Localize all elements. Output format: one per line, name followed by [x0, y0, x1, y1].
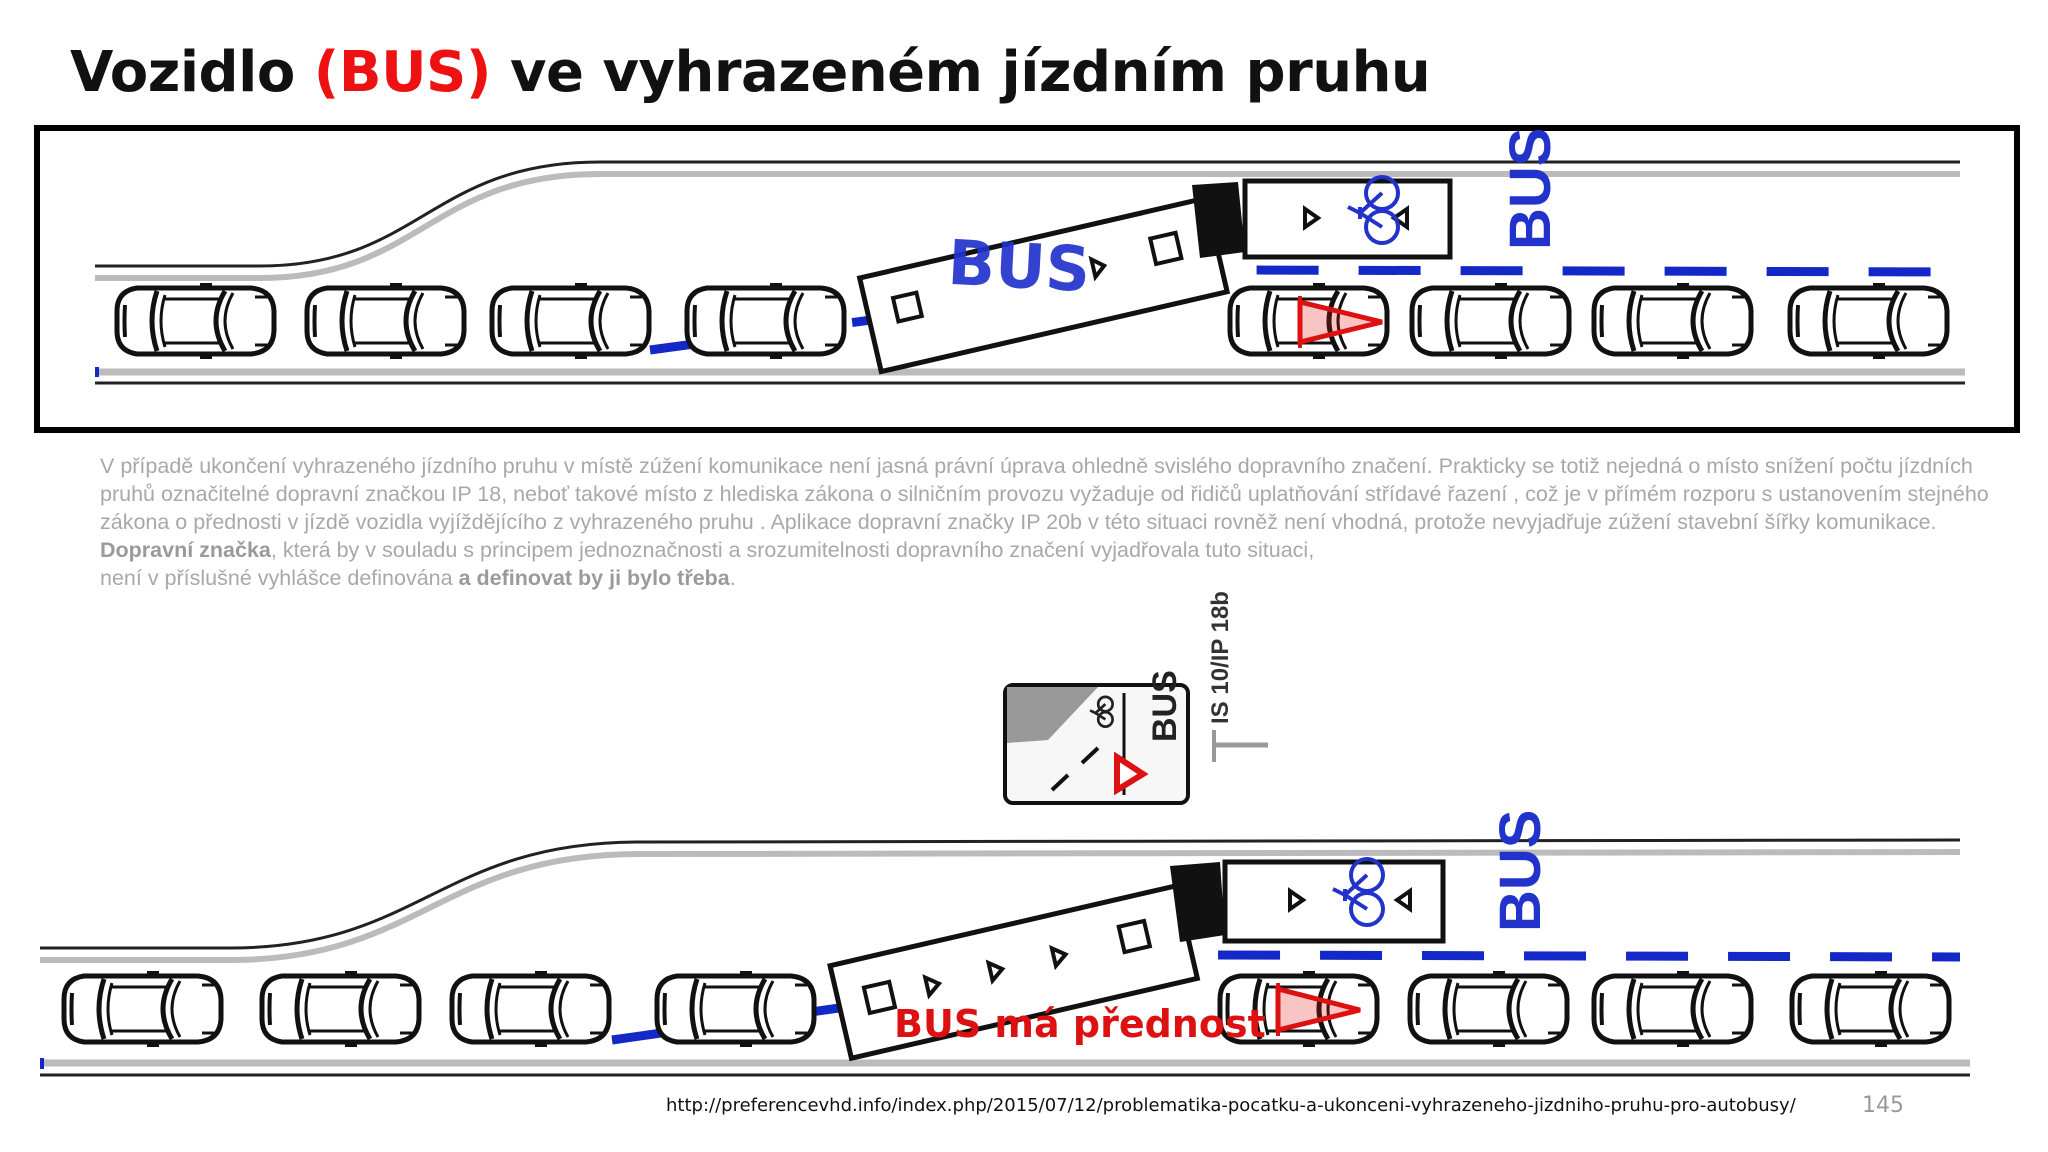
description-paragraph-2 [100, 536, 2020, 592]
title-paren-open: ( [313, 40, 339, 105]
title-bus: BUS [338, 40, 466, 105]
sign-lane-bus-text: BUS [1146, 670, 1184, 742]
title-part2: ve vyhrazeném jízdním pruhu [490, 40, 1431, 105]
top-car-7 [1594, 283, 1751, 359]
top-lane-bus-marking: BUS [1498, 127, 1563, 250]
top-car-6 [1412, 283, 1569, 359]
bottom-car-3 [452, 971, 609, 1047]
top-car-2 [307, 283, 464, 359]
description-paragraph-1: V případě ukončení vyhrazeného jízdního pruhu v místě zúžení komunikace není jasná právní úprava ohledně svislého dopravního značení. Prakticky se totiž nejedná o místo snížení počtu jízdních pruhů označitelné dopravní značkou IP 18, neboť takové místo z hlediska zákona o silničním provozu vyžaduje od řidičů uplatňování střídavé řazení , což je v přímém rozporu s ustanovením stejného zákona o přednosti v jízdě vozidla vyjíždějícího z vyhrazeného pruhu . Aplikace dopravní značky IP 20b v této situaci rovněž není vhodná, protože nevyjadřuje zúžení stavební šířky komunikace. [100, 454, 1989, 534]
bottom-lane-bus-marking: BUS [1488, 809, 1553, 932]
source-url[interactable]: http://preferencevhd.info/index.php/2015/07/12/problematika-pocatku-a-ukonceni-vyhrazeneho-jizdniho-pruhu-pro-autobusy/ [666, 1095, 1796, 1116]
bottom-car-1 [64, 971, 221, 1047]
bottom-car-8 [1792, 971, 1949, 1047]
description-text-span: . [729, 566, 736, 590]
sign-code-label: IS 10/IP 18b [1207, 591, 1234, 724]
description-text-span: , která by v souladu s principem jednoznačnosti a srozumitelnosti dopravního značení vyjadřovala tuto situaci, [270, 538, 1315, 562]
bottom-car-2 [262, 971, 419, 1047]
bottom-caption: BUS má přednost [894, 1002, 1266, 1046]
top-car-8 [1790, 283, 1947, 359]
description-text-span: není v příslušné vyhlášce definována [100, 566, 459, 590]
top-bus-label: BUS [946, 225, 1093, 307]
top-car-1 [117, 283, 274, 359]
top-car-3 [492, 283, 649, 359]
title-paren-close: ) [465, 40, 491, 105]
title-part1: Vozidlo [70, 40, 314, 105]
bottom-car-7 [1594, 971, 1751, 1047]
description-text [100, 452, 2020, 592]
bottom-car-4 [657, 971, 814, 1047]
highlight-traffic-sign: Dopravní značka [100, 538, 271, 562]
page-number: 145 [1862, 1093, 1904, 1118]
highlight-should-define: a definovat by ji bylo třeba [458, 566, 730, 590]
top-car-4 [687, 283, 844, 359]
bottom-car-6 [1410, 971, 1567, 1047]
